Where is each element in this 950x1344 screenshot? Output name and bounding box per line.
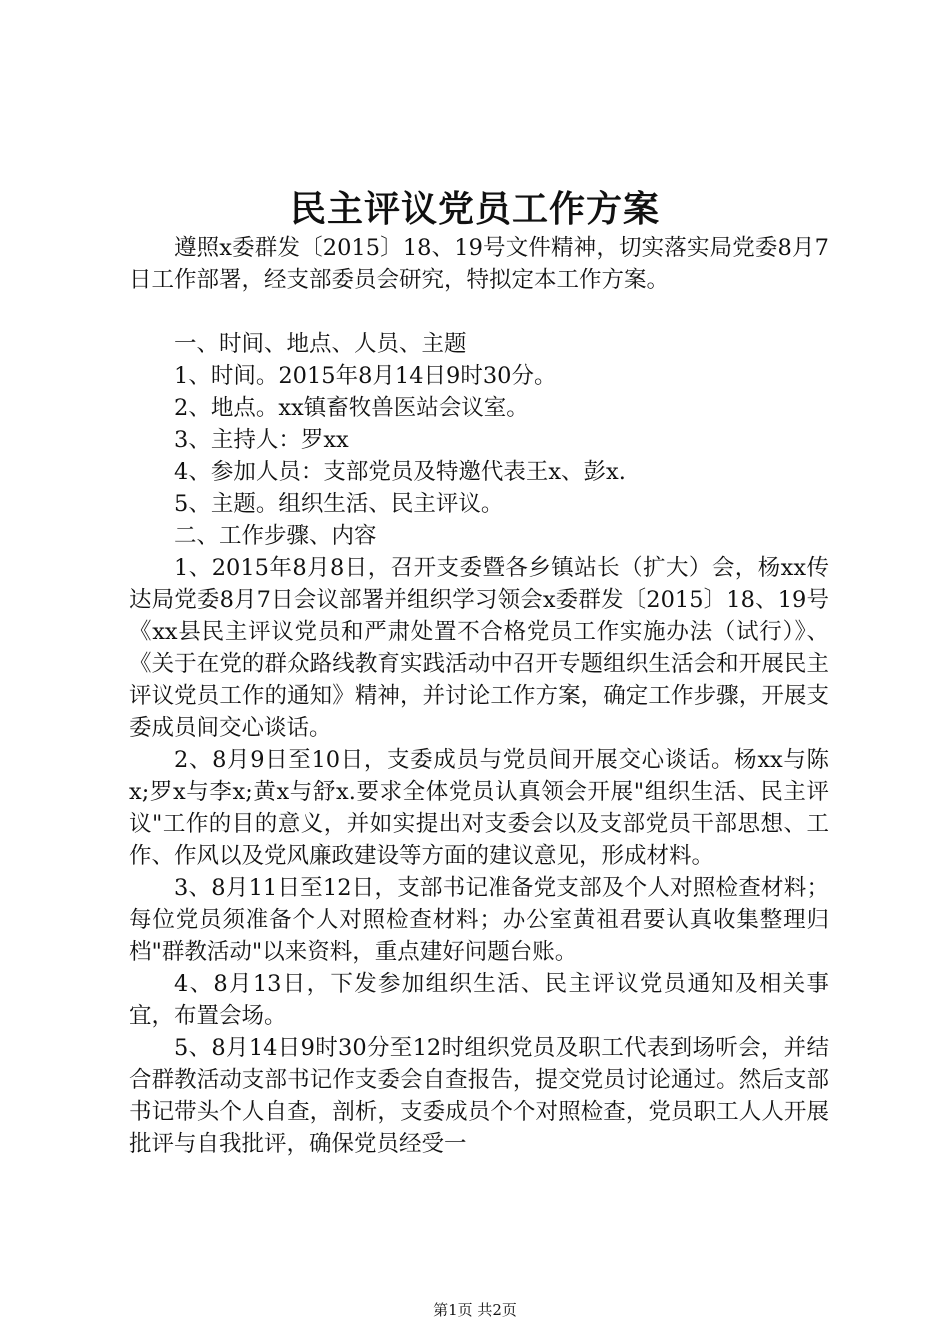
step-paragraph-3: 3、8月11日至12日，支部书记准备党支部及个人对照检查材料；每位党员须准备个人对照检查材料；办公室黄祖君要认真收集整理归档"群教活动"以来资料，重点建好问题台账。 xyxy=(129,875,829,965)
page-footer: 第1页 共2页 xyxy=(433,1301,517,1319)
item-host: 3、主持人：罗xx xyxy=(174,427,349,453)
step-paragraph-4: 4、8月13日，下发参加组织生活、民主评议党员通知及相关事宜，布置会场。 xyxy=(129,971,829,1029)
intro-paragraph: 遵照x委群发〔2015〕18、19号文件精神，切实落实局党委8月7日工作部署，经支部委员会研究，特拟定本工作方案。 xyxy=(129,235,829,293)
item-participants: 4、参加人员：支部党员及特邀代表王x、彭x. xyxy=(174,459,626,485)
section-heading-1: 一、时间、地点、人员、主题 xyxy=(174,331,467,357)
step-paragraph-2: 2、8月9日至10日，支委成员与党员间开展交心谈话。杨xx与陈x;罗x与李x;黄x与舒x.要求全体党员认真领会开展"组织生活、民主评议"工作的目的意义，并如实提出对支委会以及支部党员干部思想、工作、作风以及党风廉政建设等方面的建议意见，形成材料。 xyxy=(129,747,829,869)
document-title: 民主评议党员工作方案 xyxy=(289,188,660,230)
item-theme: 5、主题。组织生活、民主评议。 xyxy=(174,491,504,517)
item-time: 1、时间。2015年8月14日9时30分。 xyxy=(174,363,557,389)
item-location: 2、地点。xx镇畜牧兽医站会议室。 xyxy=(174,395,529,421)
step-paragraph-5: 5、8月14日9时30分至12时组织党员及职工代表到场听会，并结合群教活动支部书记作支委会自查报告，提交党员讨论通过。然后支部书记带头个人自查，剖析，支委成员个个对照检查，党员职工人人开展批评与自我批评，确保党员经受一 xyxy=(129,1035,829,1157)
document-body xyxy=(129,232,829,1160)
section-heading-2: 二、工作步骤、内容 xyxy=(174,523,377,549)
step-paragraph-1: 1、2015年8月8日，召开支委暨各乡镇站长（扩大）会，杨xx传达局党委8月7日会议部署并组织学习领会x委群发〔2015〕18、19号《xx县民主评议党员和严肃处置不合格党员工作实施办法（试行）》、《关于在党的群众路线教育实践活动中召开专题组织生活会和开展民主评议党员工作的通知》精神，并讨论工作方案，确定工作步骤，开展支委成员间交心谈话。 xyxy=(129,555,829,741)
